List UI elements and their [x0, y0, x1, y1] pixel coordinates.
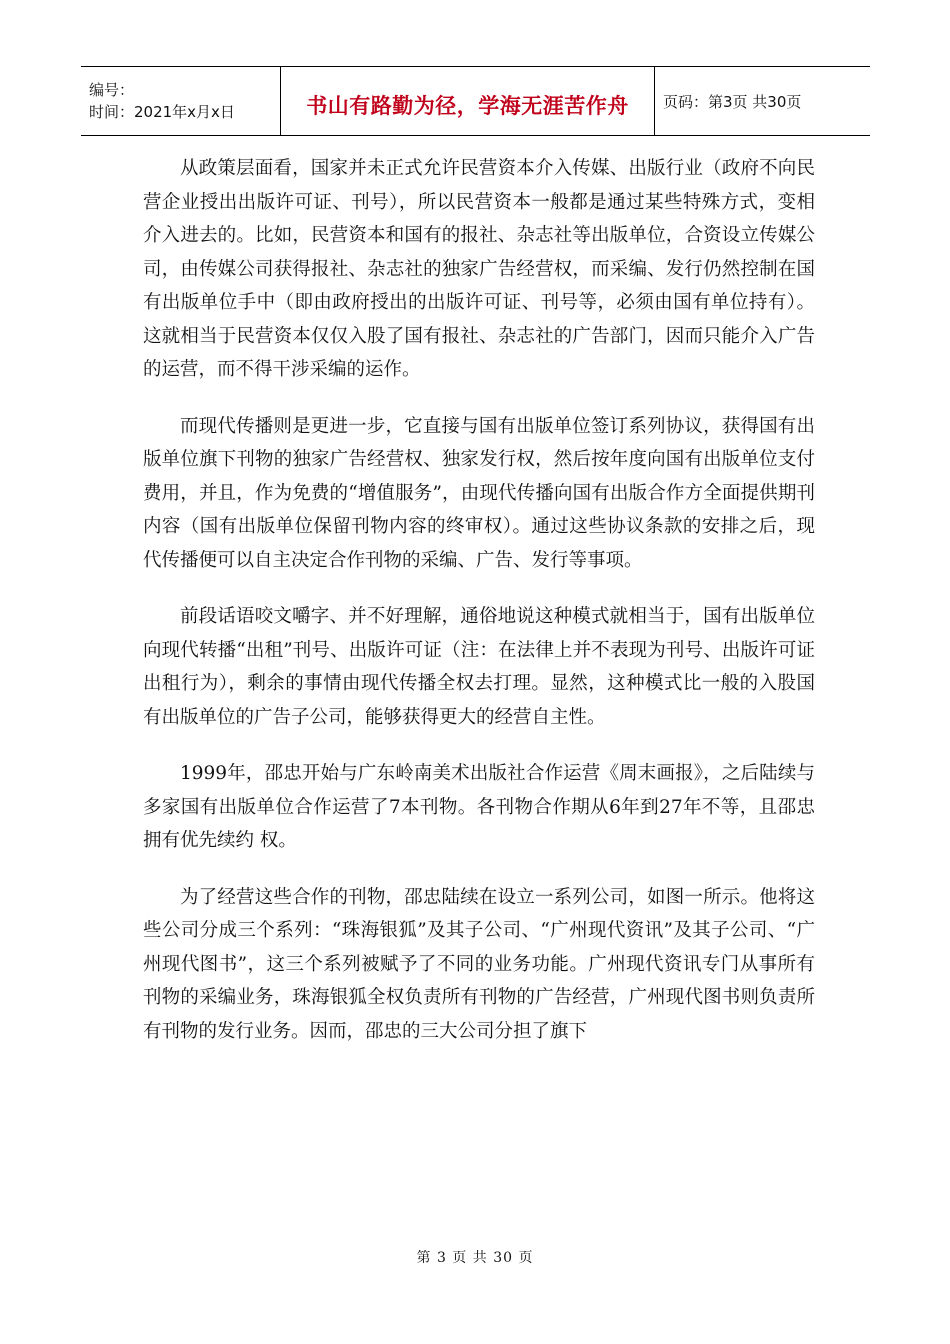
document-body	[143, 152, 815, 1071]
header-page-cell	[655, 67, 870, 135]
date-label: 时间：2021年x月x日	[89, 103, 235, 121]
header-meta-cell	[81, 67, 281, 135]
page-footer: 第 3 页 共 30 页	[416, 1250, 534, 1266]
paragraph-5: 为了经营这些合作的刊物，邵忠陆续在设立一系列公司，如图一所示。他将这些公司分成三个系列：“珠海银狐”及其子公司、“广州现代资讯”及其子公司、“广州现代图书”，这三个系列被赋予了不同的业务功能。广州现代资讯专门从事所有刊物的采编业务，珠海银狐全权负责所有刊物的广告经营，广州现代图书则负责所有刊物的发行业务。因而，邵忠的三大公司分担了旗下	[143, 886, 815, 1042]
header-motto-cell	[281, 67, 655, 135]
paragraph-2: 而现代传播则是更进一步，它直接与国有出版单位签订系列协议，获得国有出版单位旗下刊物的独家广告经营权、独家发行权，然后按年度向国有出版单位支付费用，并且，作为免费的“增值服务”，由现代传播向国有出版合作方全面提供期刊内容（国有出版单位保留刊物内容的终审权）。通过这些协议条款的安排之后，现代传播便可以自主决定合作刊物的采编、广告、发行等事项。	[143, 415, 815, 571]
page-header	[81, 66, 870, 136]
motto: 书山有路勤为径，学海无涯苦作舟	[306, 94, 629, 118]
serial-label: 编号：	[89, 81, 135, 99]
header-page-info: 页码：第3页 共30页	[663, 92, 802, 111]
paragraph-4: 1999年，邵忠开始与广东岭南美术出版社合作运营《周末画报》，之后陆续与多家国有出版单位合作运营了7本刊物。各刊物合作期从6年到27年不等，且邵忠拥有优先续约 权。	[143, 763, 815, 851]
paragraph-3: 前段话语咬文嚼字、并不好理解，通俗地说这种模式就相当于，国有出版单位向现代转播“出租”刊号、出版许可证（注：在法律上并不表现为刊号、出版许可证出租行为），剩余的事情由现代传播全权去打理。显然，这种模式比一般的入股国有出版单位的广告子公司，能够获得更大的经营自主性。	[143, 606, 815, 728]
paragraph-1: 从政策层面看，国家并未正式允许民营资本介入传媒、出版行业（政府不向民营企业授出出版许可证、刊号），所以民营资本一般都是通过某些特殊方式，变相介入进去的。比如，民营资本和国有的报社、杂志社等出版单位，合资设立传媒公司，由传媒公司获得报社、杂志社的独家广告经营权，而采编、发行仍然控制在国有出版单位手中（即由政府授出的出版许可证、刊号等，必须由国有单位持有）。这就相当于民营资本仅仅入股了国有报社、杂志社的广告部门，因而只能介入广告的运营，而不得干涉采编的运作。	[143, 158, 815, 380]
